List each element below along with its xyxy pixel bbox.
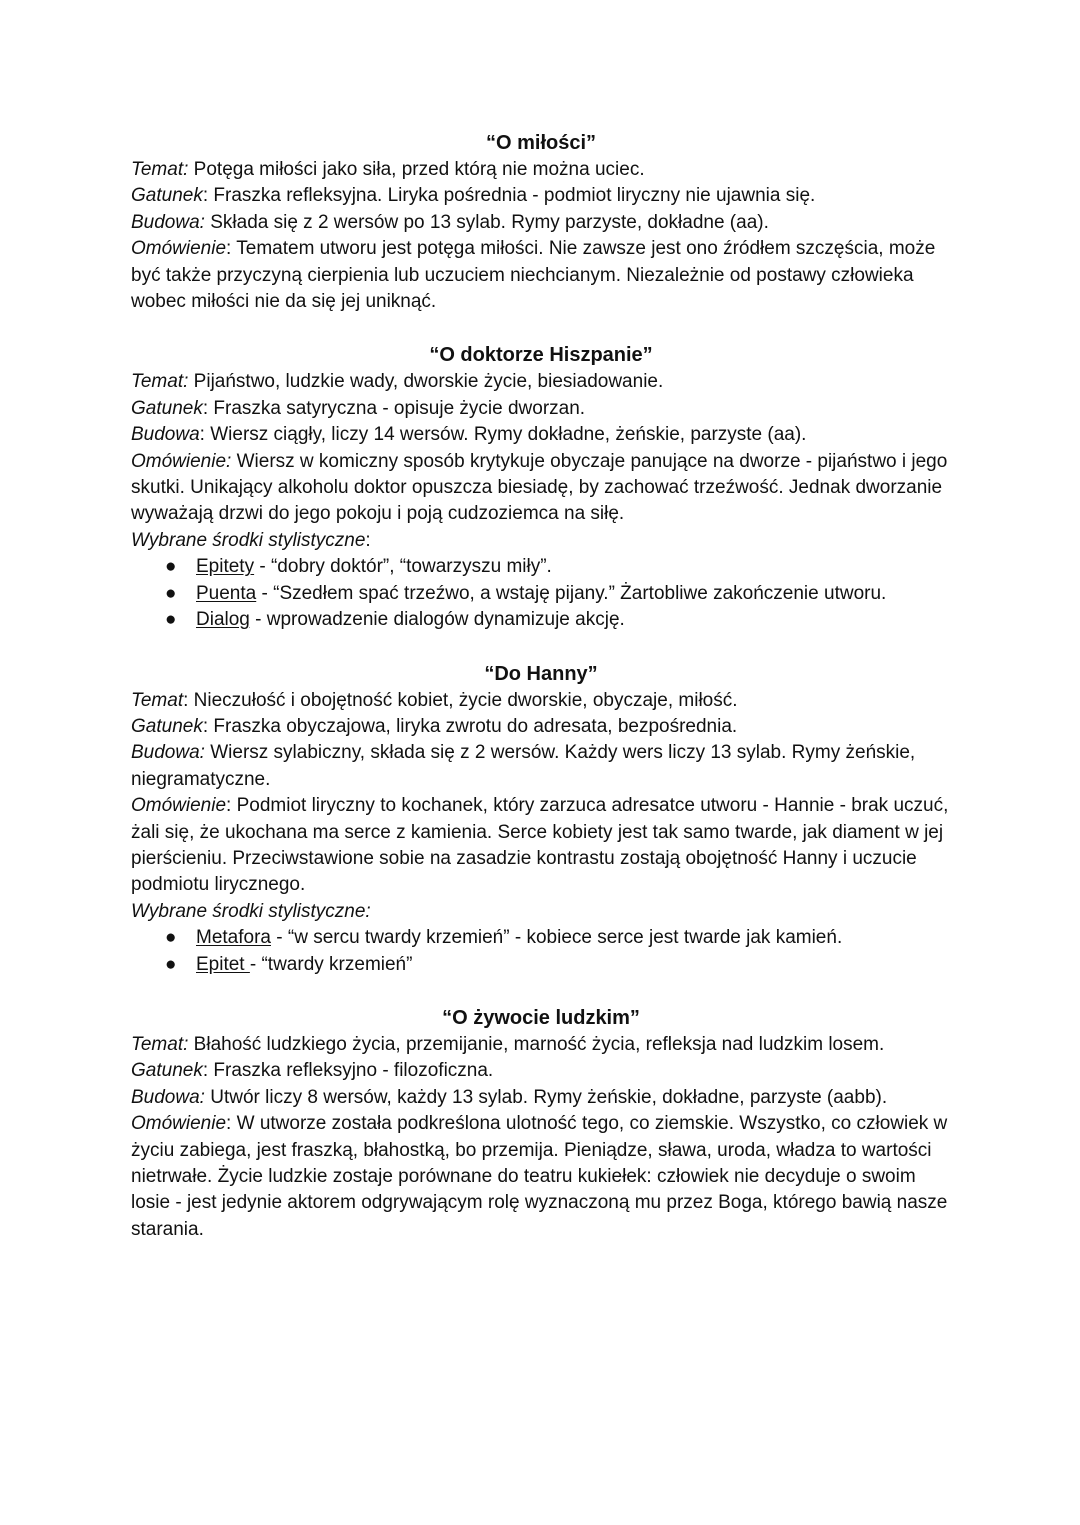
- field-gatunek: [131, 396, 951, 422]
- device-text: - “Szedłem spać trzeźwo, a wstaję pijany.” Żartobliwe zakończenie utworu.: [256, 582, 887, 604]
- bullet-icon: ●: [165, 953, 177, 975]
- field-text: : Fraszka refleksyjno - filozoficzna.: [202, 1060, 494, 1082]
- field-text: Pijaństwo, ludzkie wady, dworskie życie, biesiadowanie.: [188, 371, 664, 393]
- field-label: Temat:: [131, 1033, 189, 1055]
- section-do-hanny: [131, 660, 951, 978]
- list-item: [131, 554, 951, 580]
- field-label: Omówienie: [131, 238, 227, 260]
- field-temat: [131, 1032, 951, 1058]
- field-label: Budowa:: [131, 1086, 205, 1108]
- field-text: : Fraszka satyryczna - opisuje życie dworzan.: [202, 397, 586, 419]
- field-label: Gatunek: [131, 397, 203, 419]
- stylistic-devices-list: [131, 925, 951, 978]
- device-term: Puenta: [196, 582, 257, 604]
- stylistic-devices-list: [131, 554, 951, 633]
- field-temat: [131, 369, 951, 395]
- bullet-icon: ●: [165, 556, 177, 578]
- bullet-icon: ●: [165, 609, 177, 631]
- field-label: Wybrane środki stylistyczne: [131, 529, 366, 551]
- list-item: [131, 581, 951, 607]
- field-label: Temat:: [131, 371, 189, 393]
- section-title: “O żywocie ludzkim”: [442, 1006, 640, 1029]
- field-gatunek: [131, 714, 951, 740]
- field-text: Wiersz sylabiczny, składa się z 2 wersów. Każdy wers liczy 13 sylab. Rymy żeńskie, niegramatyczne.: [131, 742, 916, 790]
- bullet-icon: ●: [165, 927, 177, 949]
- section-title: “Do Hanny”: [484, 662, 598, 685]
- field-label: Gatunek: [131, 715, 203, 737]
- field-srodki-stylistyczne: [131, 528, 951, 554]
- field-text: Potęga miłości jako siła, przed którą nie można uciec.: [188, 159, 645, 180]
- field-text: :: [365, 529, 371, 551]
- field-budowa: [131, 422, 951, 448]
- section-o-milosci: [131, 129, 951, 315]
- field-text: : Podmiot liryczny to kochanek, który zarzuca adresatce utworu - Hannie - brak uczuć, żali się, że ukochana ma serce z kamienia. Serce kobiety jest tak samo twarde, jak diament w jej pierścieniu. Przeciwstawione sobie na zasadzie kontrastu zostają obojętność Hanny i uczucie podmiotu lirycznego.: [131, 795, 949, 896]
- section-o-zywocie-ludzkim: [131, 1004, 951, 1243]
- field-temat: [131, 688, 951, 714]
- section-o-doktorze-hiszpanie: [131, 341, 951, 633]
- field-label: Gatunek: [131, 185, 203, 207]
- field-text: : Wiersz ciągły, liczy 14 wersów. Rymy dokładne, żeńskie, parzyste (aa).: [199, 424, 807, 446]
- field-text: Wiersz w komiczny sposób krytykuje obyczaje panujące na dworze - pijaństwo i jego skutki. Unikający alkoholu doktor opuszcza biesiadę, by zachować trzeźwość. Jednak dworzanie wyważają drzwi do jego pokoju i poją cudzoziemca na siłę.: [131, 450, 948, 525]
- device-text: - “twardy krzemień”: [249, 953, 413, 975]
- field-label: Temat: [131, 689, 184, 711]
- list-item: [131, 925, 951, 951]
- field-text: : Fraszka refleksyjna. Liryka pośrednia - podmiot liryczny nie ujawnia się.: [202, 185, 816, 207]
- field-budowa: [131, 740, 951, 793]
- field-omowienie: [131, 793, 951, 899]
- field-text: Utwór liczy 8 wersów, każdy 13 sylab. Rymy żeńskie, dokładne, parzyste (aabb).: [204, 1086, 888, 1108]
- device-term: Epitety: [196, 556, 255, 578]
- field-text: : W utworze została podkreślona ulotność tego, co ziemskie. Wszystko, co człowiek w życiu zabiega, jest fraszką, błahostką, bo przemija. Pieniądze, sława, uroda, władza to wartości nietrwałe. Życie ludzkie zostaje porównane do teatru kukiełek: człowiek nie decyduje o swoim losie - jest jedynie aktorem odgrywającym rolę wyznaczoną mu przez Boga, którego bawią nasze starania.: [131, 1113, 948, 1240]
- field-omowienie: [131, 449, 951, 528]
- field-temat: [131, 157, 951, 183]
- list-item: [131, 952, 951, 978]
- field-budowa: [131, 210, 951, 236]
- device-term: Metafora: [196, 927, 271, 949]
- field-text: Błahość ludzkiego życia, przemijanie, marność życia, refleksja nad ludzkim losem.: [188, 1033, 885, 1055]
- field-gatunek: [131, 183, 951, 209]
- field-omowienie: [131, 236, 951, 315]
- field-label: Budowa:: [131, 742, 205, 764]
- field-label: Budowa:: [131, 211, 205, 233]
- field-label: Omówienie: [131, 795, 227, 817]
- field-label: Omówienie: [131, 1113, 227, 1135]
- field-text: Składa się z 2 wersów po 13 sylab. Rymy parzyste, dokładne (aa).: [204, 211, 769, 233]
- field-label: Budowa: [131, 424, 200, 446]
- bullet-icon: ●: [165, 582, 177, 604]
- field-budowa: [131, 1085, 951, 1111]
- field-text: : Tematem utworu jest potęga miłości. Nie zawsze jest ono źródłem szczęścia, może być także przyczyną cierpienia lub uczuciem niechcianym. Niezależnie od postawy człowieka wobec miłości nie da się jej uniknąć.: [131, 238, 936, 313]
- field-label: Omówienie:: [131, 450, 232, 472]
- device-text: - wprowadzenie dialogów dynamizuje akcję.: [249, 609, 625, 631]
- device-text: - “dobry doktór”, “towarzyszu miły”.: [254, 556, 552, 578]
- section-title: “O doktorze Hiszpanie”: [429, 344, 653, 367]
- document-page: [131, 129, 951, 1243]
- device-term: Epitet: [196, 953, 250, 975]
- field-label: Gatunek: [131, 1060, 203, 1082]
- field-gatunek: [131, 1058, 951, 1084]
- field-label: Wybrane środki stylistyczne:: [131, 900, 371, 922]
- device-term: Dialog: [196, 609, 250, 631]
- field-text: : Fraszka obyczajowa, liryka zwrotu do adresata, bezpośrednia.: [202, 715, 738, 737]
- device-text: - “w sercu twardy krzemień” - kobiece serce jest twarde jak kamień.: [270, 927, 843, 949]
- section-title: “O miłości”: [485, 132, 597, 154]
- field-label: Temat:: [131, 159, 189, 180]
- field-omowienie: [131, 1111, 951, 1243]
- field-text: : Nieczułość i obojętność kobiet, życie dworskie, obyczaje, miłość.: [183, 689, 738, 711]
- list-item: [131, 607, 951, 633]
- field-srodki-stylistyczne: [131, 899, 951, 925]
